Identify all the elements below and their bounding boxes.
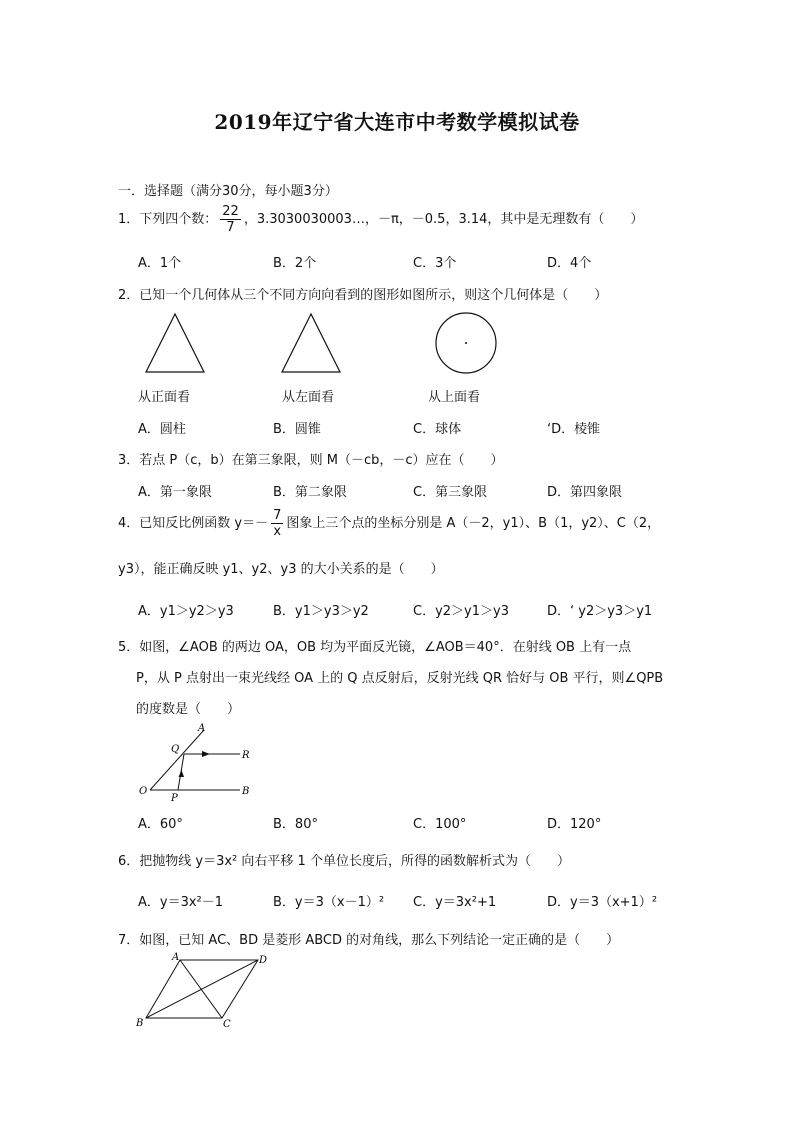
q1-suffix: ，3.3030030003…，－π，－0.5，3.14，其中是无理数有（ ） (243, 212, 644, 227)
label-b: B (242, 786, 250, 797)
q4-line-2: y3），能正确反映 y1、y2、y3 的大小关系的是（ ） (118, 562, 444, 577)
question-7: 7．如图，已知 AC、BD 是菱形 ABCD 的对角线，那么下列结论一定正确的是（ ） (118, 933, 620, 948)
question-5-line-2: P，从 P 点射出一束光线经 OA 上的 Q 点反射后，反射光线 QR 恰好与 OB 平行，则∠QPB (136, 671, 664, 686)
label-c: C (223, 1019, 231, 1030)
q1-prefix: 1．下列四个数： (118, 212, 218, 227)
label-b: B (136, 1018, 144, 1029)
label-a: A (198, 723, 206, 734)
question-3: 3．若点 P（c，b）在第三象限，则 M（－cb，－c）应在（ ） (118, 453, 504, 468)
q2-views-figure (0, 310, 794, 390)
q3-option-a: A．第一象限 (138, 485, 212, 500)
section-header: 一．选择题（满分30分，每小题3分） (118, 184, 338, 199)
q4-option-d: D．‘ y2＞y3＞y1 (547, 604, 653, 619)
label-p: P (171, 793, 178, 804)
q2-option-c: C．球体 (413, 422, 462, 437)
q2-option-d: ‘D．棱锥 (547, 422, 601, 437)
question-5-line-1: 5．如图，∠AOB 的两边 OA，OB 均为平面反光镜，∠AOB＝40°．在射线 OB 上有一点 (118, 640, 632, 655)
q1-option-a: A．1个 (138, 256, 182, 271)
q6-option-d: D．y＝3（x+1）² (547, 895, 658, 910)
label-d: D (259, 955, 268, 966)
q1-frac-num: 22 (222, 204, 239, 219)
q6-option-b: B．y＝3（x－1）² (273, 895, 385, 910)
q3-option-d: D．第四象限 (547, 485, 623, 500)
q1-frac-den: 7 (226, 220, 235, 235)
q4-fraction (271, 508, 283, 539)
q5-option-d: D．120° (547, 817, 602, 832)
q1-fraction (220, 204, 241, 235)
q4-suffix: 图象上三个点的坐标分别是 A（－2，y1）、B（1，y2）、C（2， (286, 516, 661, 531)
q2-option-b: B．圆锥 (273, 422, 321, 437)
front-view-triangle (146, 314, 204, 372)
q4-option-a: A．y1＞y2＞y3 (138, 604, 234, 619)
q6-option-c: C．y＝3x²+1 (413, 895, 497, 910)
q4-option-c: C．y2＞y1＞y3 (413, 604, 509, 619)
q6-option-a: A．y＝3x²－1 (138, 895, 224, 910)
label-r: R (242, 750, 250, 761)
question-5-line-3: 的度数是（ ） (136, 702, 241, 717)
q4-frac-num: 7 (273, 508, 282, 523)
front-view-label: 从正面看 (138, 390, 191, 405)
pq-arrowhead (179, 770, 185, 777)
q3-option-c: C．第三象限 (413, 485, 488, 500)
label-o: O (139, 786, 148, 797)
label-a: A (172, 952, 180, 963)
question-6: 6．把抛物线 y＝3x² 向右平移 1 个单位长度后，所得的函数解析式为（ ） (118, 854, 570, 869)
q7-rhombus-figure (132, 950, 272, 1030)
q5-mirror-figure (136, 722, 276, 802)
q4-frac-den: x (273, 524, 282, 539)
question-1 (118, 204, 643, 235)
q1-option-d: D．4个 (547, 256, 592, 271)
q1-option-b: B．2个 (273, 256, 317, 271)
q3-option-b: B．第二象限 (273, 485, 347, 500)
q4-option-b: B．y1＞y3＞y2 (273, 604, 369, 619)
q5-option-a: A．60° (138, 817, 183, 832)
q5-option-c: C．100° (413, 817, 467, 832)
side-view-triangle (282, 314, 340, 372)
paper-title: 2019年辽宁省大连市中考数学模拟试卷 (214, 110, 580, 134)
q5-option-b: B．80° (273, 817, 318, 832)
qr-arrowhead (202, 751, 210, 757)
question-2: 2．已知一个几何体从三个不同方向向看到的图形如图所示，则这个几何体是（ ） (118, 288, 608, 303)
label-q: Q (171, 744, 180, 755)
question-4 (118, 508, 660, 539)
q1-option-c: C．3个 (413, 256, 457, 271)
side-view-label: 从左面看 (282, 390, 335, 405)
ray-oa (150, 730, 204, 790)
q4-prefix: 4．已知反比例函数 y＝－ (118, 516, 269, 531)
top-view-label: 从上面看 (428, 390, 481, 405)
top-view-center-dot (465, 342, 467, 344)
q2-option-a: A．圆柱 (138, 422, 186, 437)
